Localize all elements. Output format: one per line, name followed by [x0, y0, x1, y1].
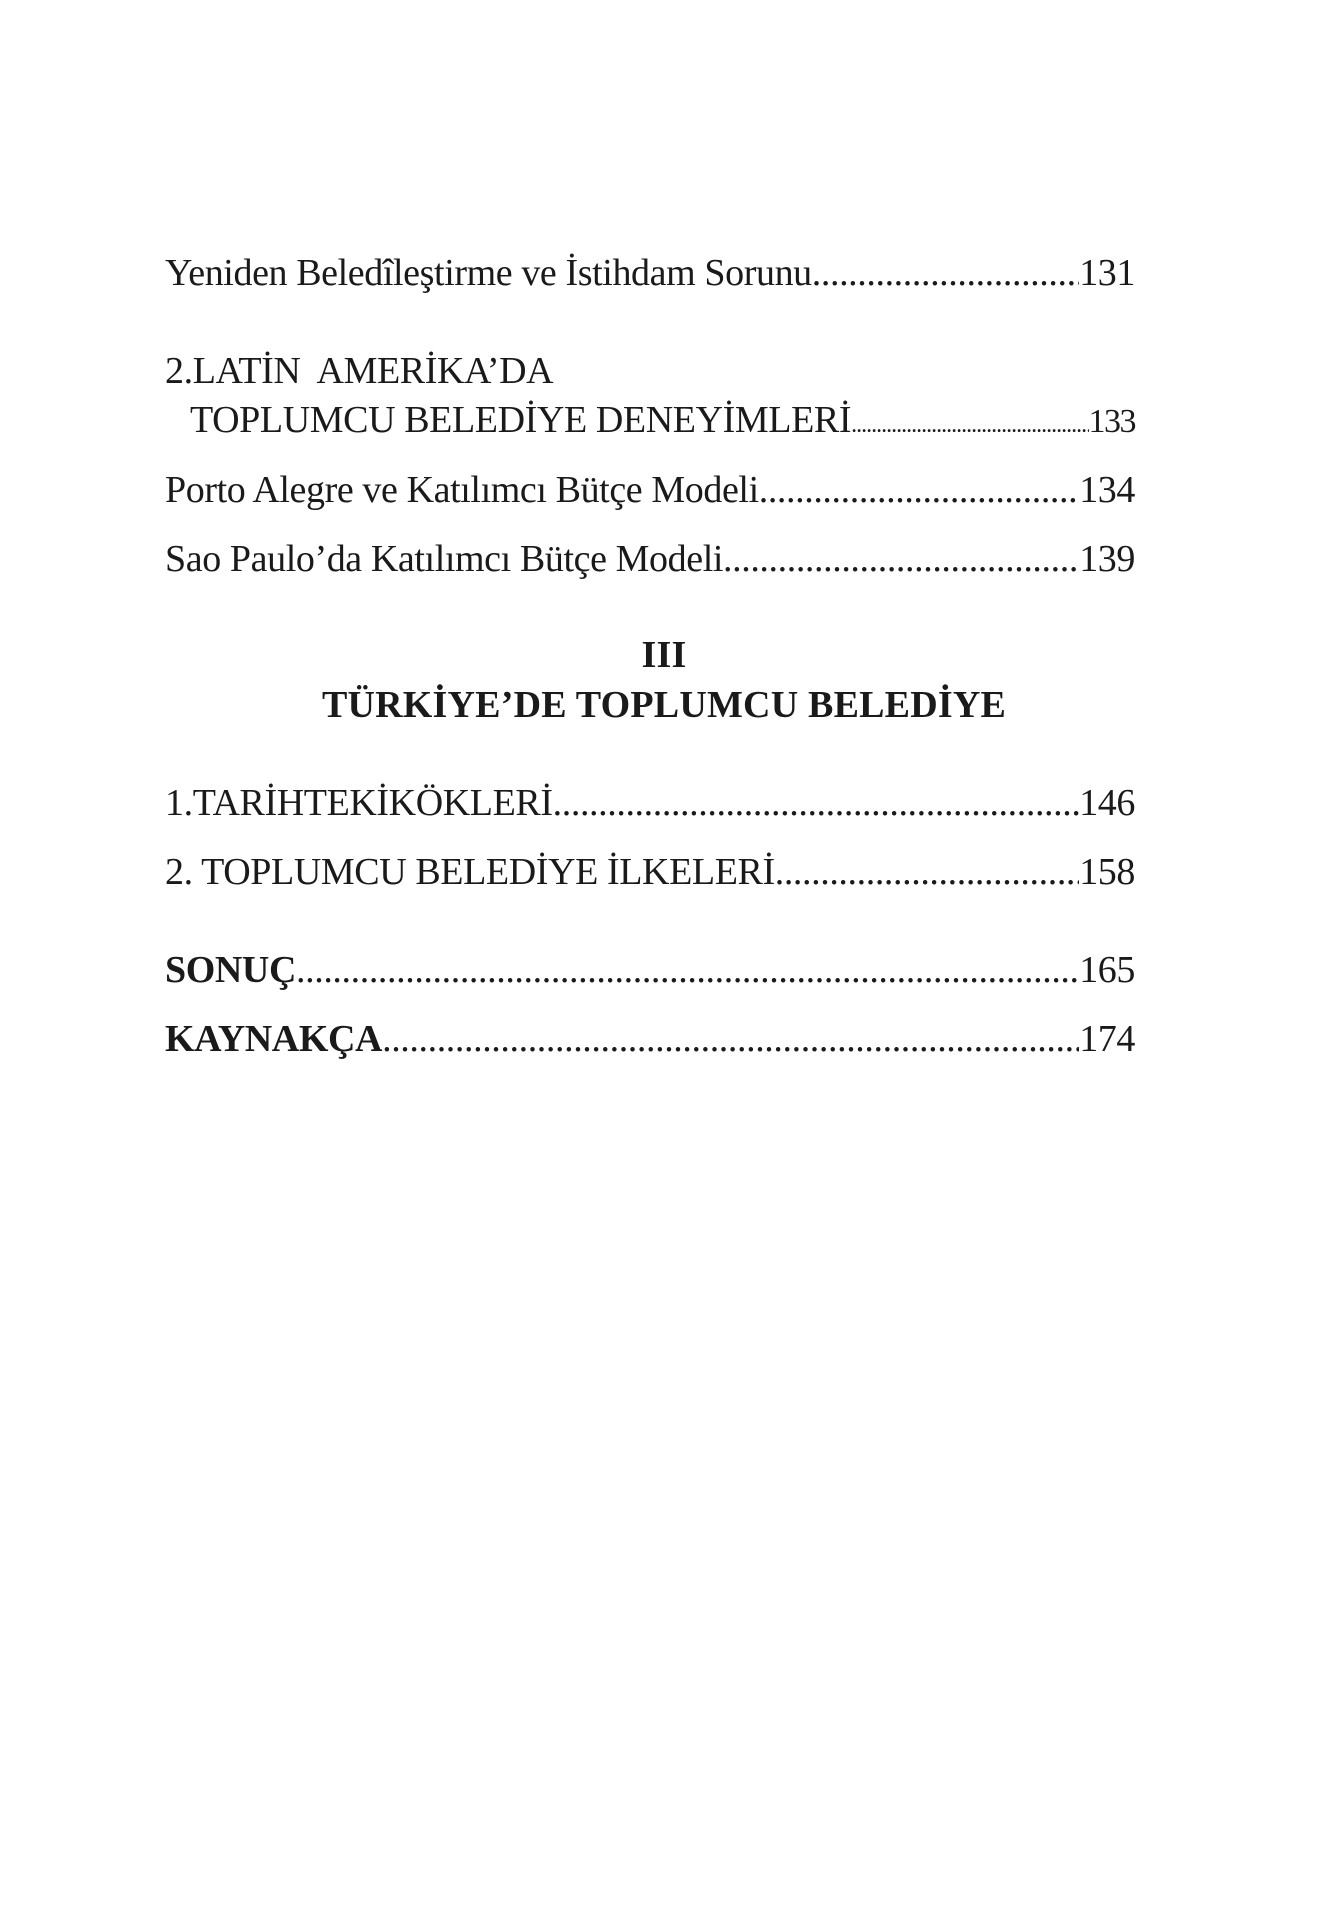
dot-leader	[296, 948, 1079, 992]
toc-entry-sonuc	[165, 948, 1135, 992]
toc-entry-page: 158	[1079, 851, 1135, 893]
dot-leader	[812, 251, 1079, 295]
toc-entry-istihdam	[165, 251, 1135, 295]
toc-entry-title: Yeniden Beledîleştirme ve İstihdam Sorunu	[165, 252, 812, 294]
dot-leader	[759, 468, 1079, 512]
toc-entry-title: SONUÇ	[165, 949, 297, 991]
toc-entry-latin	[190, 398, 1135, 447]
toc-entry-page: 139	[1079, 538, 1135, 580]
toc-entry-porto	[165, 468, 1135, 512]
toc-section-latin-line1: 2.LATİN AMERİKA’DA	[165, 350, 554, 392]
toc-entry-saopaulo	[165, 537, 1135, 581]
toc-entry-page: 174	[1079, 1018, 1135, 1060]
dot-leader	[553, 781, 1080, 825]
toc-entry-page: 146	[1079, 782, 1135, 824]
dot-leader	[723, 537, 1079, 581]
part-title: TÜRKİYE’DE TOPLUMCU BELEDİYE	[321, 684, 1007, 726]
dot-leader	[775, 850, 1079, 894]
dot-leader	[851, 403, 1088, 447]
toc-entry-ilkeler	[165, 850, 1135, 894]
toc-entry-tarihteki	[165, 781, 1135, 825]
toc-entry-title: Porto Alegre ve Katılımcı Bütçe Modeli	[165, 469, 759, 511]
toc-entry-title: KAYNAKÇA	[165, 1018, 383, 1060]
toc-entry-title: 2. TOPLUMCU BELEDİYE İLKELERİ	[165, 851, 775, 893]
part-numeral: III	[641, 634, 687, 676]
toc-entry-title: TOPLUMCU BELEDİYE DENEYİMLERİ	[190, 399, 852, 441]
toc-entry-title: Sao Paulo’da Katılımcı Bütçe Modeli	[165, 538, 724, 580]
toc-entry-title: 1.TARİHTEKİKÖKLERİ	[165, 782, 553, 824]
toc-entry-page: 134	[1079, 469, 1135, 511]
toc-entry-kaynakca	[165, 1017, 1135, 1061]
toc-entry-page: 133	[1088, 403, 1135, 440]
dot-leader	[382, 1017, 1079, 1061]
toc-entry-page: 165	[1079, 949, 1135, 991]
toc-entry-page: 131	[1079, 252, 1135, 294]
